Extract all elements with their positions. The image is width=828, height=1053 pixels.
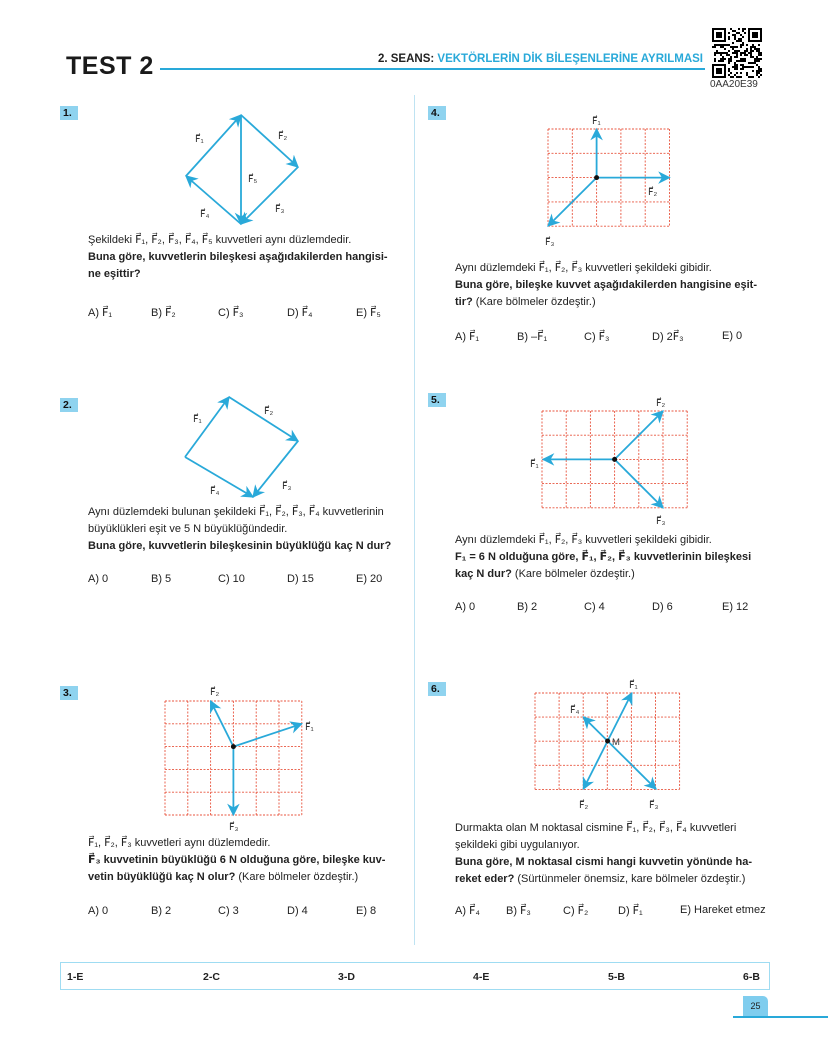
q5-label-f2: F⃗₂ bbox=[656, 398, 666, 409]
question-emphasis: Buna göre, kuvvetlerin bileşkesinin büyüklüğü kaç N dur? bbox=[88, 540, 392, 552]
question-text: Aynı düzlemdeki F⃗₁, F⃗₂, F⃗₃ kuvvetleri şekildeki gibidir. bbox=[455, 534, 712, 546]
q3-origin-point bbox=[231, 744, 236, 749]
q4-label-f2: F⃗₂ bbox=[648, 187, 658, 198]
question-6-option-e[interactable]: E) Hareket etmez bbox=[680, 904, 766, 916]
question-4-option-a[interactable]: A) F⃗₁ bbox=[455, 331, 480, 343]
question-2-option-c[interactable]: C) 10 bbox=[218, 573, 245, 585]
q1-vector-f2 bbox=[241, 115, 298, 167]
question-4-number: 4. bbox=[428, 106, 446, 120]
question-1-option-e[interactable]: E) F⃗₅ bbox=[356, 307, 381, 319]
q6-label-f1: F⃗₁ bbox=[629, 680, 638, 691]
q6-vector-f2 bbox=[583, 741, 607, 789]
page-number: 25 bbox=[743, 996, 768, 1016]
question-text: büyüklükleri eşit ve 5 N büyüklüğündedir. bbox=[88, 523, 288, 535]
question-text: Durmakta olan M noktasal cismine F⃗₁, F⃗₂, F⃗₃, F⃗₄ kuvvetleri bbox=[455, 822, 737, 834]
q3-label-f2: F⃗₂ bbox=[210, 687, 220, 698]
question-text: (Sürtünmeler önemsiz, kare bölmeler özdeştir.) bbox=[514, 873, 746, 885]
question-3-number: 3. bbox=[60, 686, 78, 700]
question-5-option-c[interactable]: C) 4 bbox=[584, 601, 605, 613]
q5-origin-point bbox=[612, 457, 617, 462]
q6-label-m: M bbox=[612, 737, 620, 748]
question-text: Aynı düzlemdeki F⃗₁, F⃗₂, F⃗₃ kuvvetleri şekildeki gibidir. bbox=[455, 262, 712, 274]
answer-5: 5-B bbox=[608, 971, 625, 983]
question-2-option-a[interactable]: A) 0 bbox=[88, 573, 109, 585]
question-emphasis: tir? bbox=[455, 296, 473, 308]
q6-label-f3: F⃗₃ bbox=[649, 800, 659, 811]
q1-label-f4: F⃗₄ bbox=[200, 209, 210, 220]
q5-label-f1: F⃗₁ bbox=[530, 459, 539, 470]
question-2-number: 2. bbox=[60, 398, 78, 412]
question-5-option-b[interactable]: B) 2 bbox=[517, 601, 538, 613]
answer-2: 2-C bbox=[203, 971, 220, 983]
q2-label-f2: F⃗₂ bbox=[264, 406, 274, 417]
question-3-option-a[interactable]: A) 0 bbox=[88, 905, 109, 917]
question-5-option-e[interactable]: E) 12 bbox=[722, 601, 749, 613]
q2-label-f3: F⃗₃ bbox=[282, 481, 292, 492]
question-3-option-c[interactable]: C) 3 bbox=[218, 905, 239, 917]
q6-label-f2: F⃗₂ bbox=[579, 800, 589, 811]
test-title: TEST 2 bbox=[66, 52, 154, 80]
question-emphasis: ne eşittir? bbox=[88, 268, 141, 280]
question-emphasis: kaç N dur? bbox=[455, 568, 512, 580]
answer-3: 3-D bbox=[338, 971, 355, 983]
question-6-option-c[interactable]: C) F⃗₂ bbox=[563, 905, 589, 917]
q2-vector-f1 bbox=[185, 397, 229, 457]
question-2-option-d[interactable]: D) 15 bbox=[287, 573, 314, 585]
question-1-number: 1. bbox=[60, 106, 78, 120]
question-1-option-b[interactable]: B) F⃗₂ bbox=[151, 307, 176, 319]
question-6-option-a[interactable]: A) F⃗₄ bbox=[455, 905, 480, 917]
q3-vector-f1 bbox=[233, 724, 301, 747]
question-5-option-d[interactable]: D) 6 bbox=[652, 601, 673, 613]
q6-label-f4: F⃗₄ bbox=[570, 705, 580, 716]
q6-vector-f4 bbox=[583, 717, 607, 741]
question-5-option-a[interactable]: A) 0 bbox=[455, 601, 476, 613]
answer-4: 4-E bbox=[473, 971, 490, 983]
q3-label-f3: F⃗₃ bbox=[229, 822, 239, 833]
answer-6: 6-B bbox=[743, 971, 760, 983]
question-emphasis: F⃗₃ kuvvetinin büyüklüğü 6 N olduğuna göre, bileşke kuv- bbox=[88, 854, 386, 866]
question-text: Aynı düzlemdeki bulunan şekildeki F⃗₁, F⃗₂, F⃗₃, F⃗₄ kuvvetlerinin bbox=[88, 506, 384, 518]
q6-vector-f1 bbox=[608, 693, 632, 741]
question-text: F⃗₁, F⃗₂, F⃗₃ kuvvetleri aynı düzlemdedir. bbox=[88, 837, 271, 849]
qr-code-text: 0AA20E39 bbox=[710, 79, 758, 90]
question-1-option-d[interactable]: D) F⃗₄ bbox=[287, 307, 313, 319]
question-3-option-e[interactable]: E) 8 bbox=[356, 905, 377, 917]
q1-vector-f4 bbox=[186, 176, 241, 224]
q2-label-f1: F⃗₁ bbox=[193, 414, 202, 425]
question-4-option-b[interactable]: B) –F⃗₁ bbox=[517, 331, 548, 343]
question-5-number: 5. bbox=[428, 393, 446, 407]
question-text: Şekildeki F⃗₁, F⃗₂, F⃗₃, F⃗₄, F⃗₅ kuvvetleri aynı düzlemdedir. bbox=[88, 234, 352, 246]
question-6-number: 6. bbox=[428, 682, 446, 696]
question-text: (Kare bölmeler özdeştir.) bbox=[472, 296, 596, 308]
q5-label-f3: F⃗₃ bbox=[656, 516, 666, 527]
q1-label-f5: F⃗₅ bbox=[248, 174, 258, 185]
q4-label-f3: F⃗₃ bbox=[545, 237, 555, 248]
question-2-option-b[interactable]: B) 5 bbox=[151, 573, 172, 585]
question-6-option-b[interactable]: B) F⃗₃ bbox=[506, 905, 531, 917]
question-emphasis: vetin büyüklüğü kaç N olur? bbox=[88, 871, 236, 883]
question-1-option-a[interactable]: A) F⃗₁ bbox=[88, 307, 113, 319]
question-2-option-e[interactable]: E) 20 bbox=[356, 573, 383, 585]
question-4-option-d[interactable]: D) 2F⃗₃ bbox=[652, 331, 684, 343]
question-3-option-d[interactable]: D) 4 bbox=[287, 905, 308, 917]
q3-label-f1: F⃗₁ bbox=[305, 722, 314, 733]
q2-label-f4: F⃗₄ bbox=[210, 486, 220, 497]
question-6-option-d[interactable]: D) F⃗₁ bbox=[618, 905, 643, 917]
answer-1: 1-E bbox=[67, 971, 84, 983]
answer-key bbox=[60, 962, 770, 990]
q1-label-f1: F⃗₁ bbox=[195, 134, 204, 145]
question-text: (Kare bölmeler özdeştir.) bbox=[511, 568, 635, 580]
q1-label-f3: F⃗₃ bbox=[275, 204, 285, 215]
question-text: (Kare bölmeler özdeştir.) bbox=[235, 871, 359, 883]
page-number-line bbox=[733, 1016, 828, 1018]
question-4-option-c[interactable]: C) F⃗₃ bbox=[584, 331, 610, 343]
question-emphasis: Buna göre, kuvvetlerin bileşkesi aşağıdakilerden hangisi- bbox=[88, 251, 388, 263]
session-prefix: 2. SEANS: bbox=[377, 53, 438, 65]
q4-label-f1: F⃗₁ bbox=[592, 116, 601, 127]
q2-vector-f2 bbox=[229, 397, 298, 441]
question-4-option-e[interactable]: E) 0 bbox=[722, 330, 743, 342]
question-1-option-c[interactable]: C) F⃗₃ bbox=[218, 307, 244, 319]
q1-label-f2: F⃗₂ bbox=[278, 131, 288, 142]
question-3-option-b[interactable]: B) 2 bbox=[151, 905, 172, 917]
question-emphasis: F₁ = 6 N olduğuna göre, F⃗₁, F⃗₂, F⃗₃ kuvvetlerinin bileşkesi bbox=[455, 551, 752, 563]
question-emphasis: Buna göre, bileşke kuvvet aşağıdakilerden hangisine eşit- bbox=[455, 279, 757, 291]
q4-origin-point bbox=[594, 175, 599, 180]
question-emphasis: Buna göre, M noktasal cismi hangi kuvvetin yönünde ha- bbox=[455, 856, 753, 868]
q6-point-m bbox=[605, 739, 610, 744]
session-title: VEKTÖRLERİN DİK BİLEŞENLERİNE AYRILMASI bbox=[437, 53, 703, 65]
question-emphasis: reket eder? bbox=[455, 873, 515, 885]
question-text: şekildeki gibi uygulanıyor. bbox=[455, 839, 580, 851]
q1-vector-f1 bbox=[186, 115, 241, 176]
